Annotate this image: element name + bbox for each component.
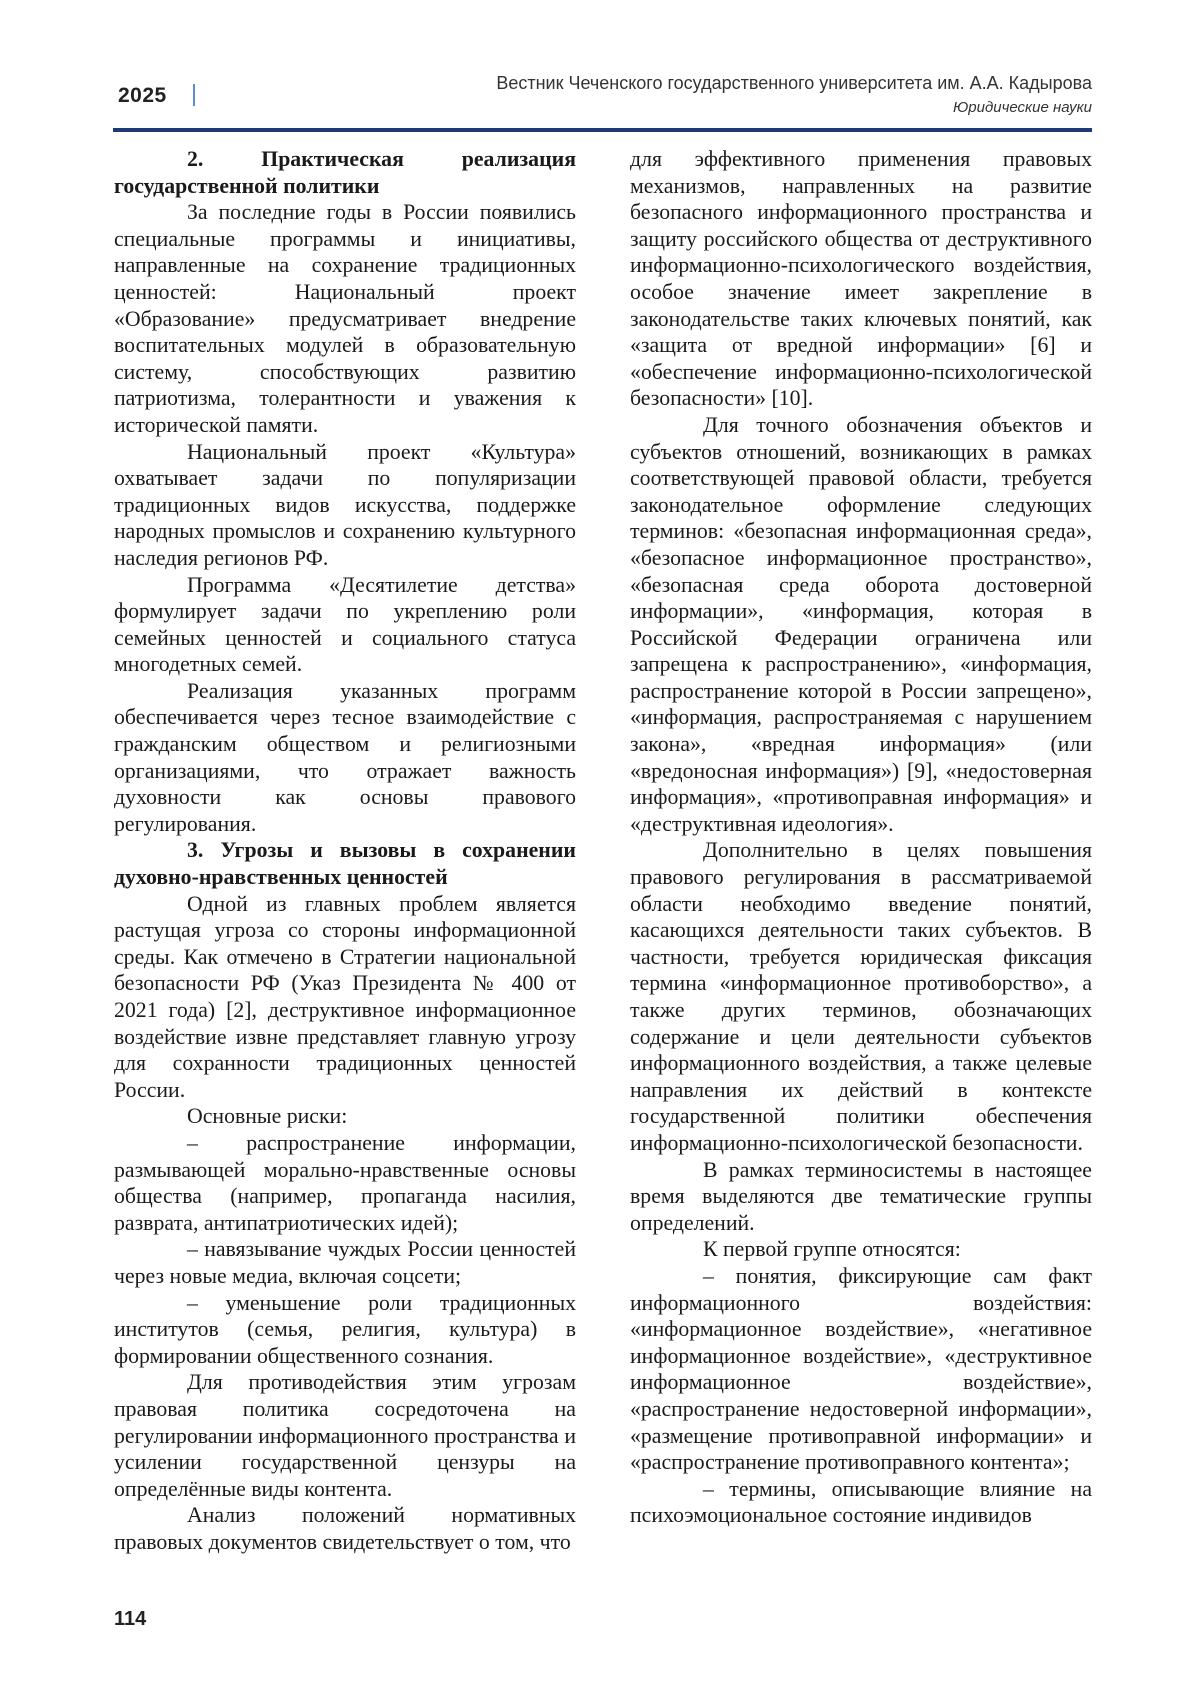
list-item: – навязывание чуждых России ценностей через новые медиа, включая соцсети; <box>114 1236 576 1289</box>
paragraph: Дополнительно в целях повышения правового регулирования в рассматриваемой области необходимо введение понятий, касающихся деятельности таких субъектов. В частности, требуется юридическая фиксация термина «информационное противоборство», а также других терминов, обозначающих содержание и цели деятельности субъектов информационного воздействия, а также целевые направления их действий в контексте государственной политики обеспечения информационно-психологической безопасности. <box>630 837 1092 1156</box>
list-item: – понятия, фиксирующие сам факт информационного воздействия: «информационное воздействие», «негативное информационное воздействие», «деструктивное информационное воздействие», «распространение недостоверной информации», «размещение противоправной информации» и «распространение противоправного контента»; <box>630 1263 1092 1476</box>
paragraph: Одной из главных проблем является растущая угроза со стороны информационной среды. Как отмечено в Стратегии национальной безопасности РФ (Указ Президента № 400 от 2021 года) [2], деструктивное информационное воздействие извне представляет главную угрозу для сохранности традиционных ценностей России. <box>114 891 576 1104</box>
journal-section: Юридические науки <box>953 99 1092 116</box>
header-rule <box>113 128 1092 132</box>
paragraph: для эффективного применения правовых механизмов, направленных на развитие безопасного информационного пространства и защиту российского общества от деструктивного информационно-психологического воздействия, особое значение имеет закрепление в законодательстве таких ключевых понятий, как «защита от вредной информации» [6] и «обеспечение информационно-психологической безопасности» [10]. <box>630 146 1092 412</box>
paragraph: Национальный проект «Культура» охватывает задачи по популяризации традиционных видов искусства, поддержке народных промыслов и сохранению культурного наследия регионов РФ. <box>114 439 576 572</box>
paragraph: Основные риски: <box>114 1103 576 1130</box>
page-number: 114 <box>114 1608 146 1631</box>
right-column <box>630 146 1092 1529</box>
paragraph: В рамках терминосистемы в настоящее время выделяются две тематические группы определений. <box>630 1157 1092 1237</box>
list-item: – уменьшение роли традиционных институтов (семья, религия, культура) в формировании общественного сознания. <box>114 1290 576 1370</box>
header-divider <box>193 84 195 106</box>
left-column <box>114 146 576 1555</box>
paragraph: Анализ положений нормативных правовых документов свидетельствует о том, что <box>114 1502 576 1555</box>
list-item: – термины, описывающие влияние на психоэмоциональное состояние индивидов <box>630 1476 1092 1529</box>
paragraph: Для точного обозначения объектов и субъектов отношений, возникающих в рамках соответствующей правовой области, требуется законодательное оформление следующих терминов: «безопасная информационная среда», «безопасное информационное пространство», «безопасная среда оборота достоверной информации», «информация, которая в Российской Федерации ограничена или запрещена к распространению», «информация, распространение которой в России запрещено», «информация, распространяемая с нарушением закона», «вредная информация» (или «вредоносная информация») [9], «недостоверная информация», «противоправная информация» и «деструктивная идеология». <box>630 412 1092 838</box>
paragraph: За последние годы в России появились специальные программы и инициативы, направленные на сохранение традиционных ценностей: Национальный проект «Образование» предусматривает внедрение воспитательных модулей в образовательную систему, способствующих развитию патриотизма, толерантности и уважения к исторической памяти. <box>114 199 576 438</box>
list-item: – распространение информации, размывающей морально-нравственные основы общества (например, пропаганда насилия, разврата, антипатриотических идей); <box>114 1130 576 1236</box>
paragraph: Программа «Десятилетие детства» формулирует задачи по укреплению роли семейных ценностей и социального статуса многодетных семей. <box>114 572 576 678</box>
paragraph: К первой группе относятся: <box>630 1236 1092 1263</box>
section-heading-2: 2. Практическая реализация государственной политики <box>114 146 576 199</box>
section-heading-3: 3. Угрозы и вызовы в сохранении духовно-нравственных ценностей <box>114 837 576 890</box>
journal-year: 2025 <box>118 84 167 108</box>
paragraph: Реализация указанных программ обеспечивается через тесное взаимодействие с гражданским обществом и религиозными организациями, что отражает важность духовности как основы правового регулирования. <box>114 678 576 838</box>
journal-title: Вестник Чеченского государственного университета им. А.А. Кадырова <box>496 73 1092 94</box>
paragraph: Для противодействия этим угрозам правовая политика сосредоточена на регулировании информационного пространства и усилении государственной цензуры на определённые виды контента. <box>114 1369 576 1502</box>
